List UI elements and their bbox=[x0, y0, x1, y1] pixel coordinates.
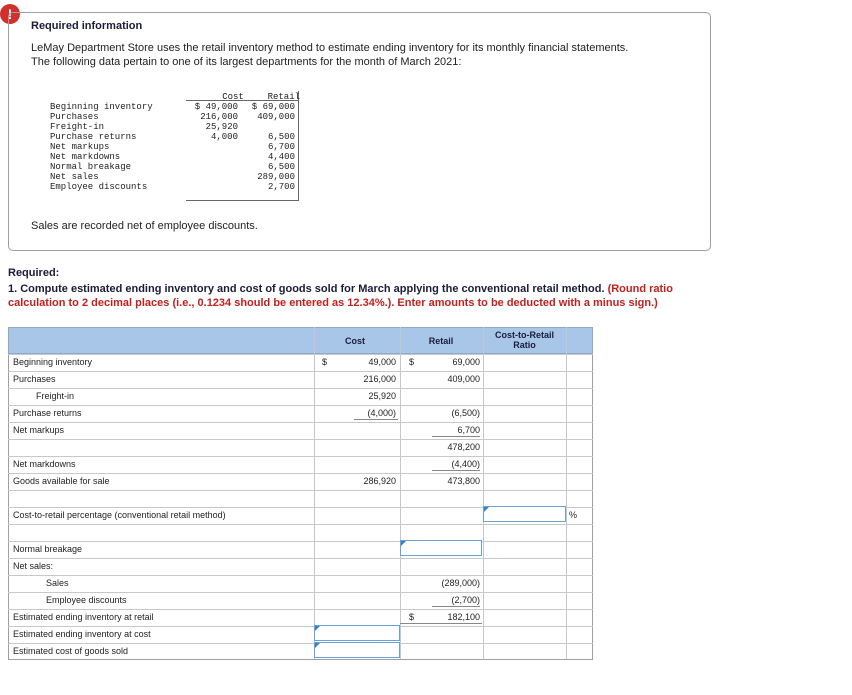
normal-breakage-input[interactable] bbox=[400, 540, 482, 556]
data-row-label: Net markdowns bbox=[50, 152, 121, 162]
currency-symbol: $ bbox=[322, 357, 328, 367]
data-row-cost: $ 49,000 bbox=[194, 102, 238, 112]
input-marker-icon bbox=[401, 541, 406, 546]
label-employee-discounts: Employee discounts bbox=[46, 595, 127, 605]
retail-ending-inventory: 182,100 bbox=[447, 612, 480, 622]
label-net-markups: Net markups bbox=[13, 425, 65, 435]
retail-ending-rule bbox=[400, 623, 482, 624]
row-divider bbox=[8, 473, 593, 474]
currency-symbol: $ bbox=[409, 612, 415, 622]
col-header-retail: Retail bbox=[428, 336, 454, 346]
retail-purchase-returns: (6,500) bbox=[451, 408, 480, 418]
ratio-input[interactable] bbox=[483, 506, 566, 522]
data-row-label: Purchases bbox=[50, 112, 99, 122]
label-goods-available: Goods available for sale bbox=[13, 476, 110, 486]
retail-net-markups: 6,700 bbox=[457, 425, 480, 435]
row-divider bbox=[8, 541, 593, 542]
row-divider bbox=[8, 354, 593, 355]
alert-icon: ! bbox=[0, 4, 20, 24]
row-divider bbox=[8, 592, 593, 593]
cost-goods-available: 286,920 bbox=[363, 476, 396, 486]
data-row-label: Freight-in bbox=[50, 122, 105, 132]
data-row-retail: 4,400 bbox=[267, 152, 295, 162]
retail-goods-available: 473,800 bbox=[447, 476, 480, 486]
data-row-label: Normal breakage bbox=[50, 162, 132, 172]
retail-beginning-inventory: 69,000 bbox=[452, 357, 480, 367]
label-ending-inventory-cost: Estimated ending inventory at cost bbox=[13, 629, 151, 639]
input-marker-icon bbox=[484, 507, 489, 512]
label-freight-in: Freight-in bbox=[36, 391, 75, 401]
label-normal-breakage: Normal breakage bbox=[13, 544, 83, 554]
row-divider bbox=[8, 405, 593, 406]
data-row-label: Beginning inventory bbox=[50, 102, 153, 112]
row-divider bbox=[8, 388, 593, 389]
retail-subtotal: 478,200 bbox=[447, 442, 480, 452]
row-divider bbox=[8, 524, 593, 525]
required-text: 1. Compute estimated ending inventory and cost of goods sold for March applying the conventional retail method. bbox=[8, 283, 608, 295]
retail-method-table bbox=[8, 327, 593, 660]
data-row-label: Employee discounts bbox=[50, 182, 148, 192]
label-sales: Sales bbox=[46, 578, 69, 588]
label-beginning-inventory: Beginning inventory bbox=[13, 357, 93, 367]
row-divider bbox=[8, 422, 593, 423]
retail-employee-discounts: (2,700) bbox=[451, 595, 480, 605]
data-row-retail: 409,000 bbox=[257, 112, 295, 122]
label-net-markdowns: Net markdowns bbox=[13, 459, 76, 469]
cogs-input[interactable] bbox=[314, 642, 400, 658]
percent-sign: % bbox=[569, 510, 578, 520]
cost-beginning-inventory: 49,000 bbox=[368, 357, 396, 367]
data-row-label: Net sales bbox=[50, 172, 99, 182]
row-divider bbox=[8, 643, 593, 644]
row-divider bbox=[8, 456, 593, 457]
retail-net-markdowns: (4,400) bbox=[451, 459, 480, 469]
label-cost-to-retail-percentage: Cost-to-retail percentage (conventional retail method) bbox=[13, 510, 226, 520]
required-heading: Required: bbox=[8, 267, 60, 279]
data-row-cost: 4,000 bbox=[210, 132, 238, 142]
input-marker-icon bbox=[315, 626, 320, 631]
retail-subtotal-rule bbox=[432, 436, 480, 437]
required-rounding-note: (Round ratio calculation to 2 decimal places (i.e., 0.1234 should be entered as 12.34%.). Enter amounts to be deducted with a minus sign.) bbox=[8, 283, 673, 309]
info-title: Required information bbox=[31, 20, 143, 32]
label-purchase-returns: Purchase returns bbox=[13, 408, 82, 418]
data-row-retail: 289,000 bbox=[257, 172, 295, 182]
col-header-cost: Cost bbox=[345, 336, 365, 346]
row-divider bbox=[8, 490, 593, 491]
data-header-cost: Cost bbox=[222, 92, 244, 102]
row-divider bbox=[8, 558, 593, 559]
data-row-retail: 6,500 bbox=[267, 132, 295, 142]
data-row-retail: $ 69,000 bbox=[251, 102, 295, 112]
data-row-cost: 216,000 bbox=[200, 112, 238, 122]
row-divider bbox=[8, 626, 593, 627]
data-row-label: Purchase returns bbox=[50, 132, 137, 142]
label-purchases: Purchases bbox=[13, 374, 56, 384]
data-row-retail: 2,700 bbox=[267, 182, 295, 192]
col-header-ratio: Cost-to-Retail Ratio bbox=[495, 330, 554, 350]
data-row-retail: 6,700 bbox=[267, 142, 295, 152]
label-net-sales: Net sales: bbox=[13, 561, 54, 571]
row-divider bbox=[8, 439, 593, 440]
data-row-retail: 6,500 bbox=[267, 162, 295, 172]
cost-freight-in: 25,920 bbox=[368, 391, 396, 401]
info-description: LeMay Department Store uses the retail inventory method to estimate ending inventory for its monthly financial statements. The following data pertain to one of its largest departments for the month of March 2021: bbox=[31, 42, 629, 68]
retail-sales-rule bbox=[432, 606, 480, 607]
retail-markdown-rule bbox=[432, 470, 480, 471]
data-header-retail: Retail bbox=[267, 92, 300, 102]
currency-symbol: $ bbox=[409, 357, 415, 367]
label-ending-inventory-retail: Estimated ending inventory at retail bbox=[13, 612, 154, 622]
sales-note: Sales are recorded net of employee discounts. bbox=[31, 220, 258, 232]
row-divider bbox=[8, 575, 593, 576]
retail-purchases: 409,000 bbox=[447, 374, 480, 384]
row-divider bbox=[8, 609, 593, 610]
retail-sales: (289,000) bbox=[441, 578, 480, 588]
data-row-label: Net markups bbox=[50, 142, 110, 152]
data-row-cost: 25,920 bbox=[205, 122, 238, 132]
cost-purchases: 216,000 bbox=[363, 374, 396, 384]
input-marker-icon bbox=[315, 643, 320, 648]
row-divider bbox=[8, 371, 593, 372]
required-instructions bbox=[8, 282, 688, 310]
label-cost-of-goods-sold: Estimated cost of goods sold bbox=[13, 646, 129, 656]
cost-subtotal-rule bbox=[354, 419, 398, 420]
ending-inventory-cost-input[interactable] bbox=[314, 625, 400, 641]
cost-purchase-returns: (4,000) bbox=[367, 408, 396, 418]
